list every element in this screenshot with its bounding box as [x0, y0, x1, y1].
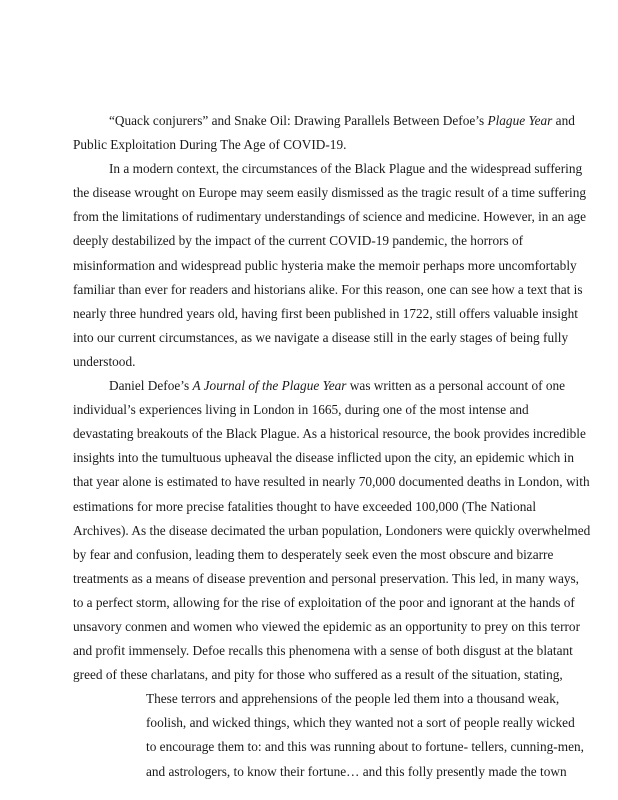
paragraph-line: nearly three hundred years old, having first been published in 1722, still offers valuable insight	[73, 305, 578, 321]
paragraph-line: Daniel Defoe’s A Journal of the Plague Year was written as a personal account of one	[109, 378, 566, 394]
quote-line: foolish, and wicked things, which they wanted not a sort of people really wicked	[146, 715, 575, 731]
paragraph-line: individual’s experiences living in London in 1665, during one of the most intense and	[73, 402, 529, 418]
paragraph-line: that year alone is estimated to have resulted in nearly 70,000 documented deaths in London, with	[73, 474, 590, 490]
title-italic-work: Plague Year	[487, 113, 553, 128]
paragraph-line: treatments as a means of disease prevention and personal preservation. This led, in many ways,	[73, 570, 579, 586]
paragraph-line: In a modern context, the circumstances of the Black Plague and the widespread suffering	[109, 161, 583, 177]
paragraph-line: into our current circumstances, as we navigate a disease still in the early stages of being fully	[73, 329, 569, 345]
paragraph-line: unsavory conmen and women who viewed the epidemic as an opportunity to prey on this terror	[73, 618, 581, 634]
paragraph-line: familiar than ever for readers and historians alike. For this reason, one can see how a text that is	[73, 281, 583, 297]
paragraph-line: misinformation and widespread public hysteria make the memoir perhaps more uncomfortably	[73, 257, 577, 273]
paragraph-line: and profit immensely. Defoe recalls this phenomena with a sense of both disgust at the blatant	[73, 643, 573, 659]
title-line-2: Public Exploitation During The Age of COVID-19.	[73, 137, 347, 153]
paragraph-line: estimations for more precise fatalities thought to have exceeded 100,000 (The National	[73, 498, 537, 514]
block-quote	[73, 687, 584, 783]
quote-line: to encourage them to: and this was running about to fortune- tellers, cunning-men,	[146, 739, 584, 755]
paragraph-line: devastating breakouts of the Black Plague. As a historical resource, the book provides incredible	[73, 426, 586, 442]
paragraph-line: greed of these charlatans, and pity for those who suffered as a result of the situation, stating,	[73, 667, 563, 683]
paragraph-line: deeply destabilized by the impact of the current COVID-19 pandemic, the horrors of	[73, 233, 524, 249]
paragraph-line: insights into the tumultuous upheaval the disease inflicted upon the city, an epidemic which in	[73, 450, 574, 466]
paragraph-line: to a perfect storm, allowing for the rise of exploitation of the poor and ignorant at the hands of	[73, 594, 575, 610]
paragraph-line: by fear and confusion, leading them to desperately seek even the most obscure and bizarre	[73, 546, 554, 562]
document-page	[73, 109, 591, 784]
paragraph-line: the disease wrought on Europe may seem easily dismissed as the tragic result of a time suffering	[73, 185, 587, 201]
quote-line: and astrologers, to know their fortune… and this folly presently made the town	[146, 763, 567, 779]
book-title-italic: A Journal of the Plague Year	[192, 378, 347, 394]
quote-line: These terrors and apprehensions of the people led them into a thousand weak,	[146, 691, 560, 707]
paragraph-line: from the limitations of rudimentary understandings of science and medicine. However, in an age	[73, 209, 587, 225]
title-line-1: “Quack conjurers” and Snake Oil: Drawing Parallels Between Defoe’s Plague Year and	[109, 113, 575, 128]
paragraph-line: understood.	[73, 353, 136, 369]
paragraph-line: Archives). As the disease decimated the urban population, Londoners were quickly overwhelmed	[73, 522, 591, 538]
